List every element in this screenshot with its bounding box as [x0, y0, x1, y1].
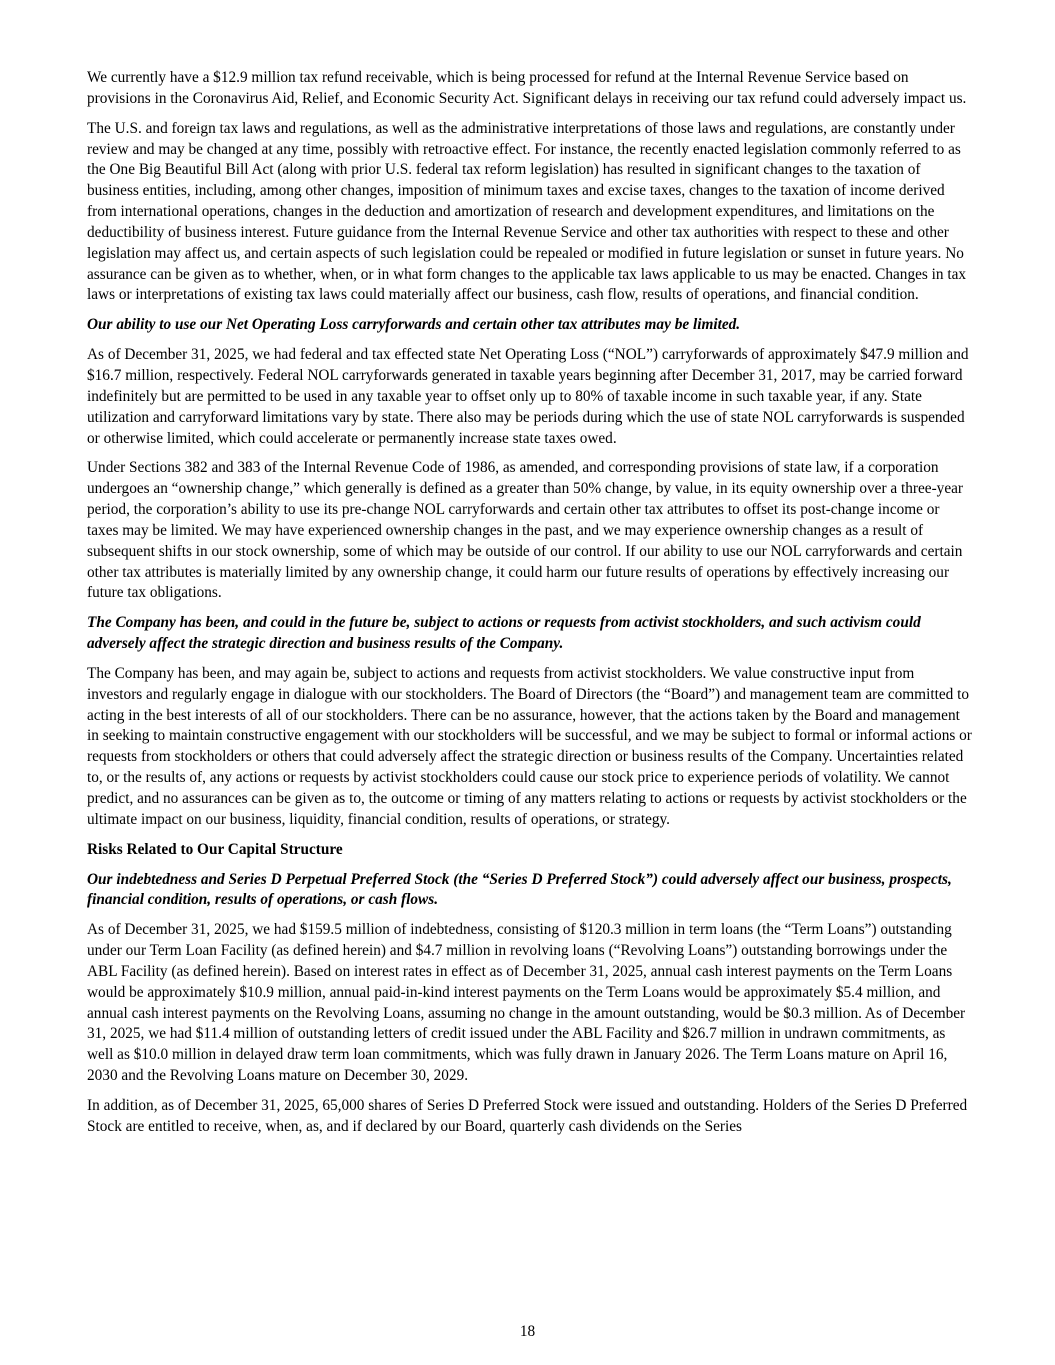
- paragraph-sections-382: Under Sections 382 and 383 of the Internal Revenue Code of 1986, as amended, and corresponding provisions of state law, if a corporation undergoes an “ownership change,” which generally is defined as a greater than 50% change, by value, in its equity ownership over a three-year period, the corporation’s ability to use its pre-change NOL carryforwards and certain other tax attributes to offset its post-change income or taxes may be limited. We may have experienced ownership changes in the past, and we may experience ownership changes as a result of subsequent shifts in our stock ownership, some of which may be outside of our control. If our ability to use our NOL carryforwards and certain other tax attributes is materially limited by any ownership change, it could harm our future results of operations by effectively increasing our future tax obligations.: [87, 459, 963, 602]
- heading-nol: Our ability to use our Net Operating Loss carryforwards and certain other tax attributes may be limited.: [87, 316, 741, 334]
- page-body: [87, 68, 972, 1147]
- paragraph-tax-refund: We currently have a $12.9 million tax refund receivable, which is being processed for refund at the Internal Revenue Service based on provisions in the Coronavirus Aid, Relief, and Economic Security Act. Significant delays in receiving our tax refund could adversely impact us.: [87, 69, 967, 107]
- paragraph-activist: The Company has been, and may again be, subject to actions and requests from activist stockholders. We value constructive input from investors and regularly engage in dialogue with our stockholders. The Board of Directors (the “Board”) and management team are committed to acting in the best interests of all of our stockholders. There can be no assurance, however, that the actions taken by the Board and management in seeking to maintain constructive engagement with our stockholders will be successful, and we may be subject to formal or informal actions or requests from stockholders or others that could adversely affect the strategic direction or business results of the Company. Uncertainties related to, or the results of, any actions or requests by activist stockholders could cause our stock price to experience periods of volatility. We cannot predict, and no assurances can be given as to, the outcome or timing of any matters relating to actions or requests by activist stockholders or the ultimate impact on our business, liquidity, financial condition, results of operations, or strategy.: [87, 664, 972, 828]
- heading-indebtedness: Our indebtedness and Series D Perpetual Preferred Stock (the “Series D Preferred Stock”) could adversely affect our business, prospects, financial condition, results of operations, or cash flows.: [87, 870, 952, 909]
- page-number: 18: [519, 1323, 536, 1340]
- heading-capital-structure: Risks Related to Our Capital Structure: [87, 840, 343, 858]
- paragraph-tax-laws: The U.S. and foreign tax laws and regulations, as well as the administrative interpretations of those laws and regulations, are constantly under review and may be changed at any time, possibly with retroactive effect. For instance, the recently enacted legislation commonly referred to as the One Big Beautiful Bill Act (along with prior U.S. federal tax reform legislation) has resulted in significant changes to the taxation of business entities, including, among other changes, imposition of minimum taxes and excise taxes, changes to the taxation of income derived from international operations, changes in the deduction and amortization of research and development expenditures, and limitations on the deductibility of business interest. Future guidance from the Internal Revenue Service and other tax authorities with respect to these and other legislation may affect us, and certain aspects of such legislation could be repealed or modified in future legislation or sunset in future years. No assurance can be given as to whether, when, or in what form changes to the applicable tax laws applicable to us may be enacted. Changes in tax laws or interpretations of existing tax laws could materially affect our business, cash flow, results of operations, and financial condition.: [87, 119, 967, 304]
- paragraph-nol-amounts: As of December 31, 2025, we had federal and tax effected state Net Operating Loss (“NOL”) carryforwards of approximately $47.9 million and $16.7 million, respectively. Federal NOL carryforwards generated in taxable years beginning after December 31, 2017, may be carried forward indefinitely but are permitted to be used in any taxable year to offset only up to 80% of taxable income in such taxable year, if any. State utilization and carryforward limitations vary by state. There also may be periods during which the use of state NOL carryforwards is suspended or otherwise limited, which could accelerate or permanently increase state taxes owed.: [87, 346, 969, 447]
- heading-activist: The Company has been, and could in the future be, subject to actions or requests from activist stockholders, and such activism could adversely affect the strategic direction and business results of the Company.: [87, 614, 921, 653]
- paragraph-indebtedness: As of December 31, 2025, we had $159.5 million of indebtedness, consisting of $120.3 million in term loans (the “Term Loans”) outstanding under our Term Loan Facility (as defined herein) and $4.7 million in revolving loans (“Revolving Loans”) outstanding borrowings under the ABL Facility (as defined herein). Based on interest rates in effect as of December 31, 2025, annual cash interest payments on the Term Loans would be approximately $10.9 million, annual paid-in-kind interest payments on the Term Loans would be approximately $5.4 million, and annual cash interest payments on the Revolving Loans, assuming no change in the amount outstanding, would be $0.3 million. As of December 31, 2025, we had $11.4 million of outstanding letters of credit issued under the ABL Facility and $26.7 million in undrawn commitments, as well as $10.0 million in delayed draw term loan commitments, which was fully drawn in January 2026. The Term Loans mature on April 16, 2030 and the Revolving Loans mature on December 30, 2029.: [87, 921, 966, 1085]
- paragraph-series-d: In addition, as of December 31, 2025, 65,000 shares of Series D Preferred Stock were issued and outstanding. Holders of the Series D Preferred Stock are entitled to receive, when, as, and if declared by our Board, quarterly cash dividends on the Series: [87, 1096, 968, 1135]
